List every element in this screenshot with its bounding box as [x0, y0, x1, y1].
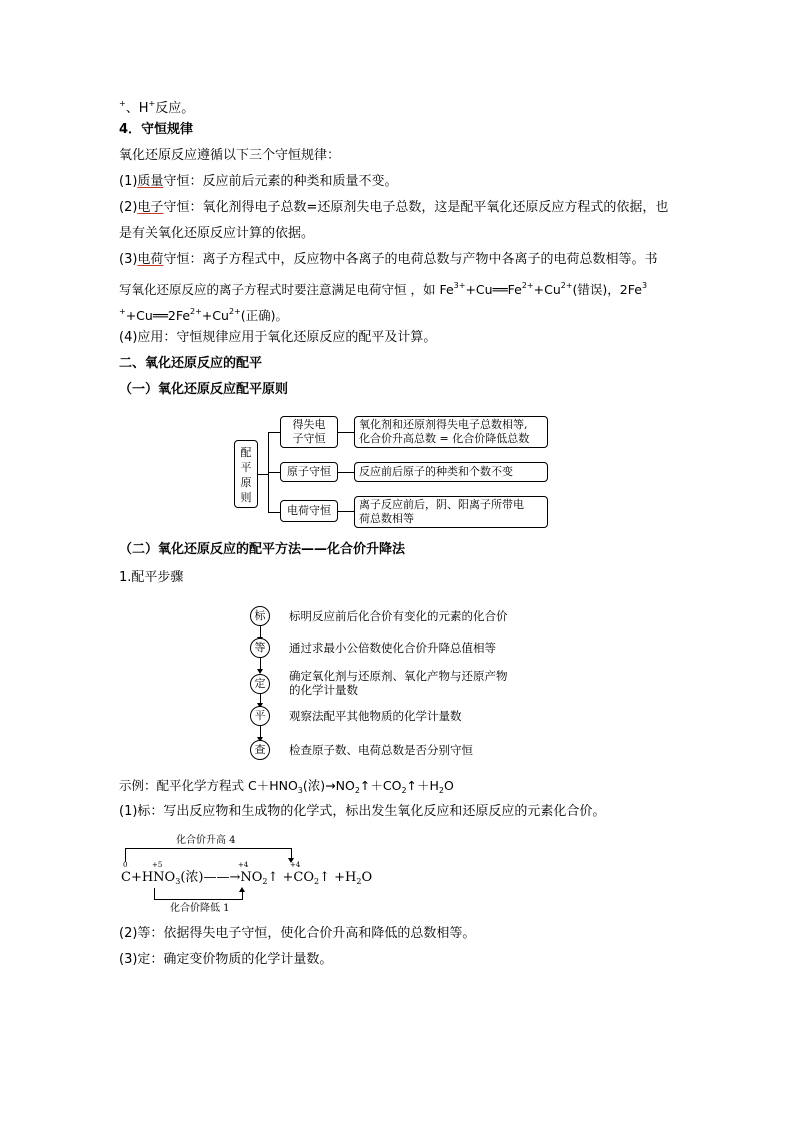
charge-conservation-cont: 写氧化还原反应的离子方程式时要注意满足电荷守恒 ，如 $Fe^{3+}+Cu══Fe^{2+}+Cu^{2+}$(错误)，2Fe$^3$: [119, 281, 648, 297]
example-step-2: (2)等：依据得失电子守恒，使化合价升高和降低的总数相等。: [119, 926, 476, 941]
connector: [338, 472, 354, 473]
bracket-line: [125, 848, 292, 849]
step-text-check: 检查原子数、电荷总数是否分别守恒: [289, 743, 473, 757]
ox-state-n-product: +4: [238, 861, 249, 869]
arrow-up-icon: [239, 887, 245, 892]
step-circle-balance: 平: [250, 706, 270, 726]
subheading-method: （二）氧化还原反应的配平方法——化合价升降法: [119, 542, 406, 557]
oxidation-increase-label: 化合价升高 4: [176, 835, 236, 846]
electron-conservation-box: 得失电 子守恒: [280, 416, 338, 448]
example-line: 示例：配平化学方程式 $C+HNO_3$(浓)$\to NO_2↑+CO_2↑+H_2O$: [119, 778, 454, 795]
heading-conservation: 4．守恒规律: [119, 122, 194, 137]
charge-conservation-example: $^++Cu══2Fe^{2+}+Cu^{2+}$(正确)。: [119, 307, 289, 323]
step-circle-mark: 标: [250, 606, 270, 626]
step-circle-determine: 定: [250, 674, 270, 694]
electron-conservation-cont: 是有关氧化还原反应计算的依据。: [119, 226, 315, 241]
steps-title: 1.配平步骤: [119, 570, 184, 585]
continuation-line: +、H+反应。: [119, 99, 195, 116]
section-heading-balancing: 二、氧化还原反应的配平: [119, 356, 263, 371]
connector: [268, 512, 280, 513]
oxidation-decrease-label: 化合价降低 1: [170, 903, 230, 914]
connector: [268, 472, 280, 473]
mass-conservation: (1)质量守恒：反应前后元素的种类和质量不变。: [119, 174, 398, 189]
connector: [268, 432, 280, 433]
application-line: (4)应用：守恒规律应用于氧化还原反应的配平及计算。: [119, 330, 437, 345]
charge-conservation-box: 电荷守恒: [280, 500, 338, 522]
electron-conservation-desc: 氧化剂和还原剂得失电子总数相等, 化合价升高总数 = 化合价降低总数: [354, 416, 548, 448]
bracket-line: [154, 899, 243, 900]
atom-conservation-desc: 反应前后原子的种类和个数不变: [354, 462, 548, 482]
bracket-line: [242, 892, 243, 900]
step-circle-equal: 等: [250, 638, 270, 658]
subheading-principles: （一）氧化还原反应配平原则: [119, 382, 289, 397]
ox-state-c-product: +4: [290, 861, 301, 869]
connector: [258, 474, 268, 475]
example-step-3: (3)定：确定变价物质的化学计量数。: [119, 952, 333, 967]
connector: [338, 511, 354, 512]
principles-root-box: 配 平 原 则: [234, 440, 258, 508]
ox-state-c: 0: [123, 861, 128, 869]
intro-line: 氧化还原反应遵循以下三个守恒规律：: [119, 148, 341, 163]
charge-conservation: (3)电荷守恒：离子方程式中，反应物中各离子的电荷总数与产物中各离子的电荷总数相等。书: [119, 252, 658, 267]
atom-conservation-box: 原子守恒: [280, 462, 338, 482]
step-text-determine: 确定氧化剂与还原剂、氧化产物与还原产物 的化学计量数: [289, 669, 508, 697]
step-text-equal: 通过求最小公倍数使化合价升降总值相等: [289, 641, 496, 655]
electron-conservation: (2)电子守恒：氧化剂得电子总数=还原剂失电子总数，这是配平氧化还原反应方程式的依据，也: [119, 200, 669, 215]
ox-state-n: +5: [152, 861, 163, 869]
connector: [338, 432, 354, 433]
equation: $C+HNO_3$(浓)$——\to NO_2↑$ $+CO_2↑ +H_2O$: [121, 870, 373, 886]
step-circle-check: 查: [250, 740, 270, 760]
example-step-1: (1)标：写出反应物和生成物的化学式，标出发生氧化反应和还原反应的元素化合价。: [119, 804, 606, 819]
step-text-balance: 观察法配平其他物质的化学计量数: [289, 709, 462, 723]
charge-conservation-desc: 离子反应前后，阴、阳离子所带电 荷总数相等: [354, 496, 548, 528]
step-text-mark: 标明反应前后化合价有变化的元素的化合价: [289, 609, 508, 623]
bracket-line: [125, 848, 126, 862]
